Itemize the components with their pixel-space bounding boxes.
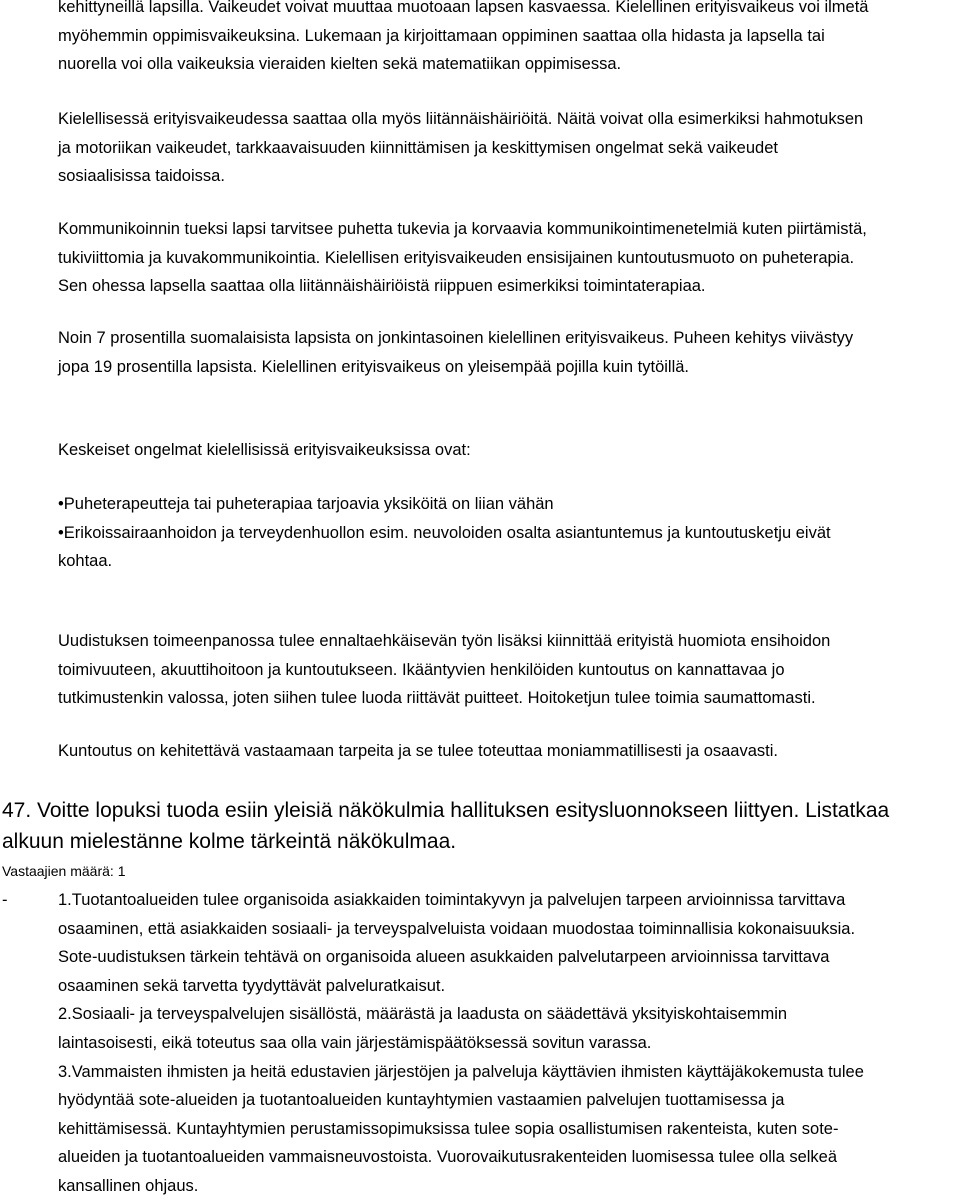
question-title-line: 47. Voitte lopuksi tuoda esiin yleisiä näkökulmia hallituksen esitysluonnokseen liittyen. Listatkaa bbox=[2, 799, 890, 822]
intro-line: myöhemmin oppimisvaikeuksina. Lukemaan ja kirjoittamaan oppiminen saattaa olla hidasta ja lapsella tai bbox=[58, 26, 825, 45]
answer-line: alueiden ja tuotantoalueiden vammaisneuvostoista. Vuorovaikutusrakenteiden luomisessa tulee olla selkeä bbox=[58, 1148, 838, 1167]
answer-line: hyödyntää sote-alueiden ja tuotantoalueiden kuntayhtymien vastaamien palvelujen tuottamisessa ja bbox=[58, 1091, 785, 1110]
intro-paragraph bbox=[58, 0, 958, 79]
problems-heading: Keskeiset ongelmat kielellisissä erityisvaikeuksissa ovat: bbox=[58, 441, 471, 459]
answer-text bbox=[58, 886, 958, 1201]
paragraph-line: Kielellisessä erityisvaikeudessa saattaa olla myös liitännäishäiriöitä. Näitä voivat olla esimerkiksi hahmotuksen bbox=[58, 110, 864, 128]
paragraph-line: Sen ohessa lapsella saattaa olla liitännäishäiriöistä riippuen esimerkiksi toimintaterapiaa. bbox=[58, 277, 706, 296]
paragraph-line: Uudistuksen toimeenpanossa tulee ennaltaehkäisevän työn lisäksi kiinnittää erityistä huomiota ensihoidon bbox=[58, 632, 831, 650]
intro-line: kehittyneillä lapsilla. Vaikeudet voivat muuttaa muotoaan lapsen kasvaessa. Kielellinen erityisvaikeus voi ilmetä bbox=[58, 0, 869, 16]
paragraph-line: ja motoriikan vaikeudet, tarkkaavaisuuden kiinnittämisen ja keskittymisen ongelmat sekä vaikeudet bbox=[58, 138, 778, 157]
paragraph-line: sosiaalisissa taidoissa. bbox=[58, 167, 225, 186]
list-item: •Puheterapeutteja tai puheterapiaa tarjoavia yksiköitä on liian vähän bbox=[58, 495, 554, 513]
communication-paragraph bbox=[58, 215, 958, 301]
respondent-count: Vastaajien määrä: 1 bbox=[2, 863, 126, 879]
answer-line: laintasoisesti, eikä toteutus saa olla vain järjestämispäätöksessä sovitun varassa. bbox=[58, 1033, 652, 1052]
answer-line: Sote-uudistuksen tärkein tehtävä on organisoida alueen asukkaiden palvelutarpeen arvioinnissa tarvittava bbox=[58, 948, 830, 967]
list-item-continuation: kohtaa. bbox=[58, 552, 113, 571]
prevalence-paragraph bbox=[58, 324, 958, 381]
answer-line: osaaminen sekä tarvetta tyydyttävät palveluratkaisut. bbox=[58, 976, 446, 995]
answer-dash: - bbox=[2, 891, 8, 909]
question-title-line: alkuun mielestänne kolme tärkeintä näkökulmaa. bbox=[2, 830, 457, 853]
paragraph-line: Kommunikoinnin tueksi lapsi tarvitsee puhetta tukevia ja korvaavia kommunikointimenetelmiä kuten piirtämistä, bbox=[58, 220, 867, 238]
answer-line: 2.Sosiaali- ja terveyspalvelujen sisällöstä, määrästä ja laadusta on säädettävä yksityiskohtaisemmin bbox=[58, 1005, 788, 1024]
paragraph-line: jopa 19 prosentilla lapsista. Kielellinen erityisvaikeus on yleisempää pojilla kuin tytöillä. bbox=[58, 357, 690, 376]
paragraph-line: tutkimustenkin valossa, joten siihen tulee luoda riittävät puitteet. Hoitoketjun tulee toimia saumattomasti. bbox=[58, 689, 816, 708]
answer-line: osaaminen, että asiakkaiden sosiaali- ja terveyspalveluista voidaan muodostaa toiminnallisia kokonaisuuksia. bbox=[58, 919, 856, 938]
rehabilitation-paragraph bbox=[58, 737, 958, 766]
reform-paragraph bbox=[58, 627, 958, 713]
answer-line: 3.Vammaisten ihmisten ja heitä edustavien järjestöjen ja palveluja käyttävien ihmisten käyttäjäkokemusta tulee bbox=[58, 1062, 864, 1081]
intro-line: nuorella voi olla vaikeuksia vieraiden kielten sekä matematiikan oppimisessa. bbox=[58, 55, 622, 74]
problems-list bbox=[58, 490, 958, 576]
question-title bbox=[2, 795, 952, 857]
answer-line: kehittämisessä. Kuntayhtymien perustamissopimuksissa tulee sopia osallistumisen rakenteista, kuten sote- bbox=[58, 1119, 839, 1138]
paragraph-line: tukiviittomia ja kuvakommunikointia. Kielellisen erityisvaikeuden ensisijainen kuntoutusmuoto on puheterapia. bbox=[58, 248, 855, 267]
answer-line: 1.Tuotantoalueiden tulee organisoida asiakkaiden toimintakyvyn ja palvelujen tarpeen arvioinnissa tarvittava bbox=[58, 891, 846, 909]
paragraph-line: toimivuuteen, akuuttihoitoon ja kuntoutukseen. Ikääntyvien henkilöiden kuntoutus on kannattavaa jo bbox=[58, 660, 785, 679]
comorbidity-paragraph bbox=[58, 105, 958, 191]
paragraph-line: Kuntoutus on kehitettävä vastaamaan tarpeita ja se tulee toteuttaa moniammatillisesti ja osaavasti. bbox=[58, 742, 778, 760]
paragraph-line: Noin 7 prosentilla suomalaisista lapsista on jonkintasoinen kielellinen erityisvaikeus. Puheen kehitys viivästyy bbox=[58, 329, 854, 347]
answer-line: kansallinen ohjaus. bbox=[58, 1176, 199, 1195]
list-item: •Erikoissairaanhoidon ja terveydenhuollon esim. neuvoloiden osalta asiantuntemus ja kuntoutusketju eivät bbox=[58, 523, 831, 542]
